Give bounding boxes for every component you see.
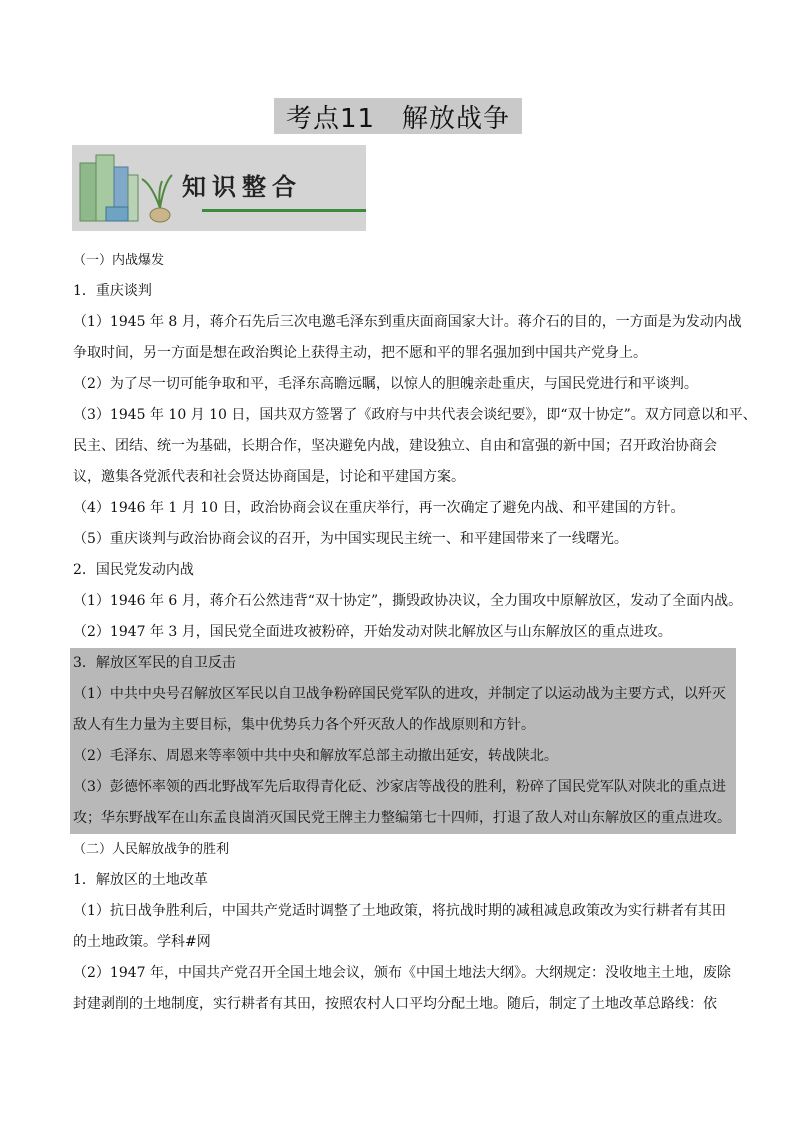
paragraph-line: 民主、团结、统一为基础，长期合作，坚决避免内战，建设独立、自由和富强的新中国；召开政治协商会: [73, 438, 717, 454]
banner-underline: [202, 209, 366, 212]
paragraph-line: （2）1947 年，中国共产党召开全国土地会议，颁布《中国土地法大纲》。大纲规定：没收地主土地，废除: [73, 965, 731, 981]
paragraph-line: （1）1945 年 8 月，蒋介石先后三次电邀毛泽东到重庆面商国家大计。蒋介石的目的，一方面是为发动内战: [73, 314, 742, 330]
page-title: 考点11 解放战争: [274, 98, 522, 134]
paragraph-line: （5）重庆谈判与政治协商会议的召开，为中国实现民主统一、和平建国带来了一线曙光。: [73, 531, 628, 547]
paragraph-line: 封建剥削的土地制度，实行耕者有其田，按照农村人口平均分配土地。随后，制定了土地改革总路线：依: [73, 996, 717, 1012]
banner-label: 知识整合: [182, 172, 302, 201]
books-plant-icon: [72, 145, 182, 231]
subsection-heading: 2．国民党发动内战: [73, 562, 194, 578]
paragraph-line: （3）彭德怀率领的西北野战军先后取得青化砭、沙家店等战役的胜利，粉碎了国民党军队对陕北的重点进: [73, 779, 726, 795]
paragraph-line: （1）中共中央号召解放区军民以自卫战争粉碎国民党军队的进攻，并制定了以运动战为主要方式，以歼灭: [73, 686, 726, 702]
subsection-heading: 1．重庆谈判: [73, 283, 152, 299]
paragraph-line: 攻；华东野战军在山东孟良崮消灭国民党王牌主力整编第七十四师，打退了敌人对山东解放区的重点进攻。: [73, 810, 731, 826]
paragraph-line: （4）1946 年 1 月 10 日，政治协商会议在重庆举行，再一次确定了避免内战、和平建国的方针。: [73, 500, 685, 516]
paragraph-line: （3）1945 年 10 月 10 日，国共双方签署了《政府与中共代表会谈纪要》，即“双十协定”。双方同意以和平、: [73, 407, 757, 423]
paragraph-line: 的土地政策。学科#网: [73, 934, 211, 950]
section-banner: [72, 145, 366, 231]
paragraph-line: （1）1946 年 6 月，蒋介石公然违背“双十协定”，撕毁政协决议，全力围攻中原解放区，发动了全面内战。: [73, 593, 743, 609]
paragraph-line: 议，邀集各党派代表和社会贤达协商国是，讨论和平建国方案。: [73, 469, 465, 485]
paragraph-line: （1）抗日战争胜利后，中国共产党适时调整了土地政策，将抗战时期的减租减息政策改为实行耕者有其田: [73, 903, 726, 919]
paragraph-line: （2）毛泽东、周恩来等率领中共中央和解放军总部主动撤出延安，转战陕北。: [73, 748, 558, 764]
document-body: [73, 245, 757, 1020]
highlighted-block: [70, 648, 736, 834]
section-heading: （二）人民解放战争的胜利: [73, 842, 230, 857]
paragraph-line: 争取时间，另一方面是想在政治舆论上获得主动，把不愿和平的罪名强加到中国共产党身上。: [73, 345, 647, 361]
paragraph-line: （2）1947 年 3 月，国民党全面进攻被粉碎，开始发动对陕北解放区与山东解放区的重点进攻。: [73, 624, 672, 640]
subsection-heading: 1．解放区的土地改革: [73, 872, 208, 888]
subsection-heading: 3．解放区军民的自卫反击: [73, 655, 236, 671]
paragraph-line: （2）为了尽一切可能争取和平，毛泽东高瞻远瞩，以惊人的胆魄亲赴重庆，与国民党进行和平谈判。: [73, 376, 698, 392]
paragraph-line: 敌人有生力量为主要目标，集中优势兵力各个歼灭敌人的作战原则和方针。: [73, 717, 535, 733]
section-heading: （一）内战爆发: [73, 253, 165, 268]
